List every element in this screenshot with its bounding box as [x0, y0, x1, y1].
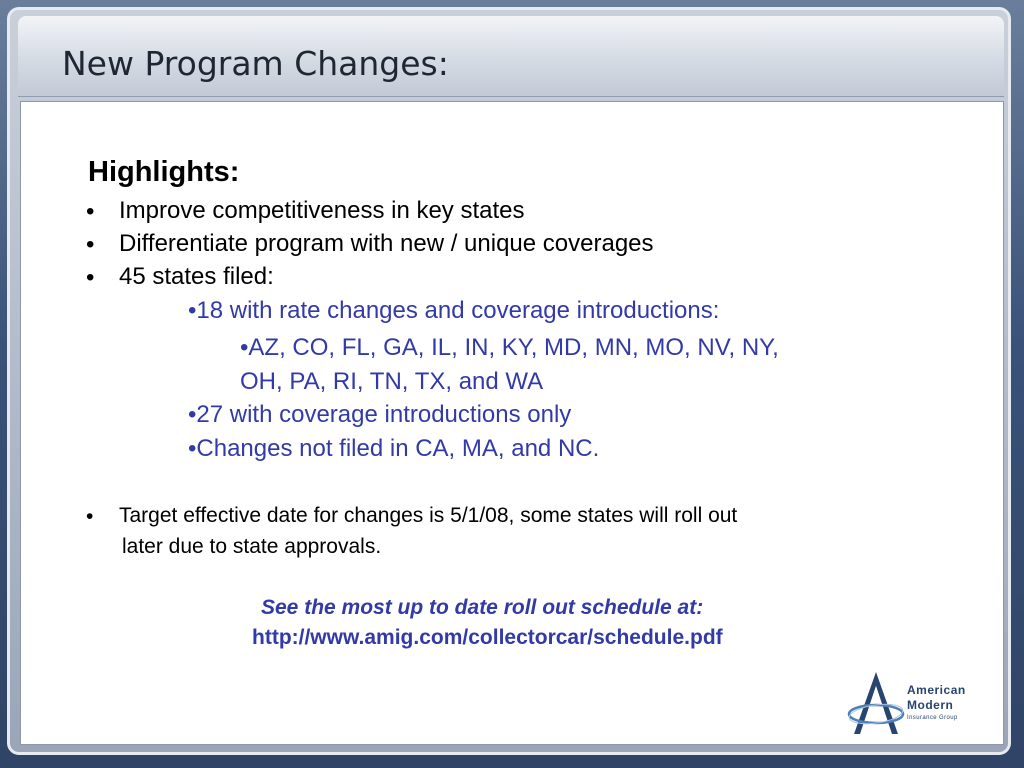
highlights-heading: Highlights: [88, 156, 240, 188]
sub-bullet-states-list-line1: •AZ, CO, FL, GA, IL, IN, KY, MD, MN, MO, NV, NY, [240, 334, 779, 361]
sub-bullet-states-list-line2: OH, PA, RI, TN, TX, and WA [240, 368, 544, 395]
bullet-marker: • [86, 264, 95, 291]
american-modern-logo [846, 668, 1006, 738]
bullet-states-filed: 45 states filed: [119, 263, 274, 290]
target-date-line1: Target effective date for changes is 5/1/08, some states will roll out [119, 504, 738, 527]
logo-text-american: American [907, 683, 966, 697]
logo-text-modern: Modern [907, 698, 954, 712]
logo-a-mark-icon [846, 668, 906, 738]
logo-text-insurance-group: Insurance Group [907, 715, 958, 721]
sub-bullet-rate-changes: •18 with rate changes and coverage introductions: [188, 297, 720, 324]
bullet-differentiate: Differentiate program with new / unique coverages [119, 230, 654, 257]
schedule-url-link[interactable]: http://www.amig.com/collectorcar/schedule.pdf [252, 626, 723, 649]
schedule-label: See the most up to date roll out schedule at: [261, 596, 704, 619]
bullet-competitiveness: Improve competitiveness in key states [119, 197, 525, 224]
slide-title: New Program Changes: [62, 44, 449, 83]
bullet-marker: • [86, 505, 94, 528]
bullet-marker: • [86, 231, 95, 258]
target-date-line2: later due to state approvals. [122, 535, 382, 558]
bullet-marker: • [86, 198, 95, 225]
sub-bullet-not-filed: •Changes not filed in CA, MA, and NC. [188, 435, 600, 462]
sub-bullet-coverage-only: •27 with coverage introductions only [188, 401, 572, 428]
